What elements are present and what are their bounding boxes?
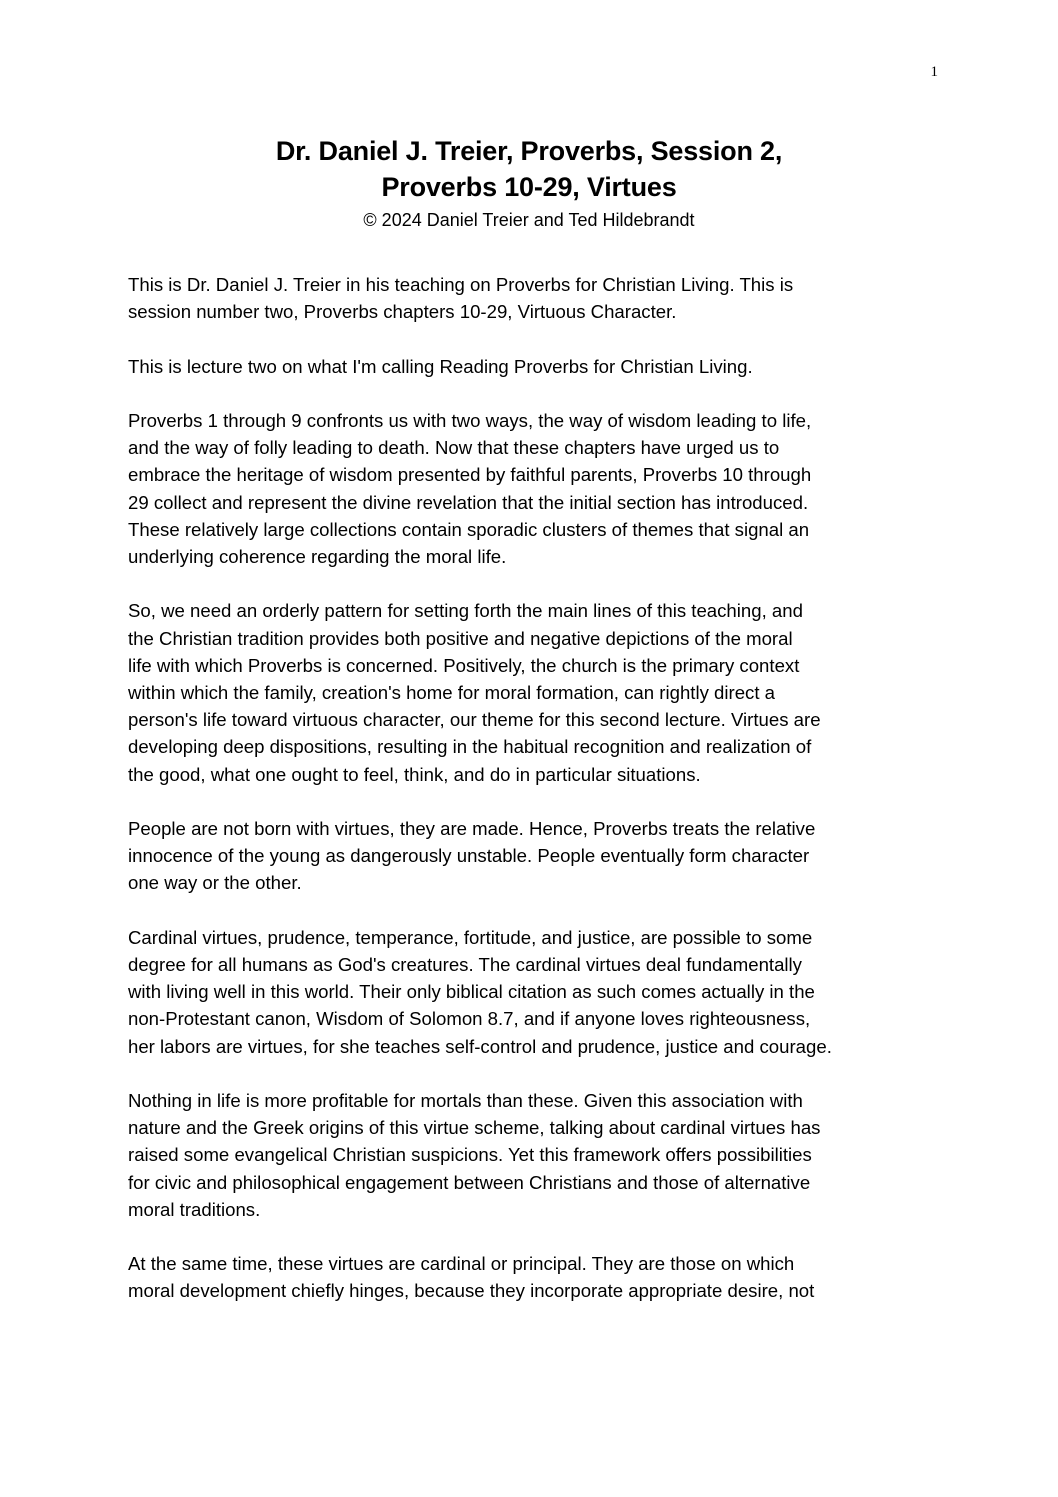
text-line: Proverbs 1 through 9 confronts us with two ways, the way of wisdom leading to life, [128,409,812,431]
page-number: 1 [930,64,938,80]
text-line: So, we need an orderly pattern for setting forth the main lines of this teaching, and [128,600,803,622]
text-line: and the way of folly leading to death. Now that these chapters have urged us to [128,437,780,459]
text-line: Cardinal virtues, prudence, temperance, fortitude, and justice, are possible to some [128,926,813,948]
copyright-line: © 2024 Daniel Treier and Ted Hildebrandt [363,210,695,230]
document-header [128,133,930,233]
text-line: non-Protestant canon, Wisdom of Solomon 8.7, and if anyone loves righteousness, [128,1008,811,1030]
title-line-2: Proverbs 10-29, Virtues [381,172,677,202]
text-line: embrace the heritage of wisdom presented by faithful parents, Proverbs 10 through [128,464,812,486]
text-line: underlying coherence regarding the moral life. [128,546,507,567]
text-line: the good, what one ought to feel, think, and do in particular situations. [128,763,701,785]
text-line: Nothing in life is more profitable for mortals than these. Given this association with [128,1090,803,1111]
text-line: the Christian tradition provides both positive and negative depictions of the moral [128,627,793,649]
text-line: At the same time, these virtues are cardinal or principal. They are those on which [128,1253,795,1275]
text-line: moral development chiefly hinges, because they incorporate appropriate desire, not [128,1280,815,1302]
text-line: one way or the other. [128,872,302,894]
text-line: This is Dr. Daniel J. Treier in his teaching on Proverbs for Christian Living. This is [128,274,794,295]
text-line: developing deep dispositions, resulting in the habitual recognition and realization of [128,736,812,758]
text-line: within which the family, creation's home for moral formation, can rightly direct a [128,682,776,703]
text-line: her labors are virtues, for she teaches self-control and prudence, justice and courage. [128,1035,832,1057]
text-line: People are not born with virtues, they are made. Hence, Proverbs treats the relative [128,818,816,839]
text-line: These relatively large collections contain sporadic clusters of themes that signal an [128,518,810,540]
paragraph-5 [128,815,936,897]
text-line: nature and the Greek origins of this virtue scheme, talking about cardinal virtues has [128,1117,821,1139]
text-line: person's life toward virtuous character, our theme for this second lecture. Virtues are [128,709,821,731]
paragraph-2 [128,353,936,380]
paragraph-1 [128,271,936,325]
document-body [128,271,936,1332]
text-line: for civic and philosophical engagement between Christians and those of alternative [128,1171,811,1193]
paragraph-8 [128,1250,936,1304]
paragraph-4 [128,597,936,787]
text-line: raised some evangelical Christian suspicions. Yet this framework offers possibilities [128,1144,812,1166]
paragraph-6 [128,924,936,1060]
text-line: life with which Proverbs is concerned. Positively, the church is the primary context [128,654,800,676]
text-line: innocence of the young as dangerously unstable. People eventually form character [128,845,810,867]
text-line: degree for all humans as God's creatures. The cardinal virtues deal fundamentally [128,954,802,975]
paragraph-3 [128,407,936,570]
text-line: session number two, Proverbs chapters 10-29, Virtuous Character. [128,301,677,323]
text-line: moral traditions. [128,1198,261,1220]
text-line: 29 collect and represent the divine revelation that the initial section has introduced. [128,491,809,513]
paragraph-7 [128,1087,936,1223]
title-line-1: Dr. Daniel J. Treier, Proverbs, Session 2, [275,136,783,166]
text-line: This is lecture two on what I'm calling Reading Proverbs for Christian Living. [128,355,753,377]
text-line: with living well in this world. Their only biblical citation as such comes actually in the [128,981,815,1003]
